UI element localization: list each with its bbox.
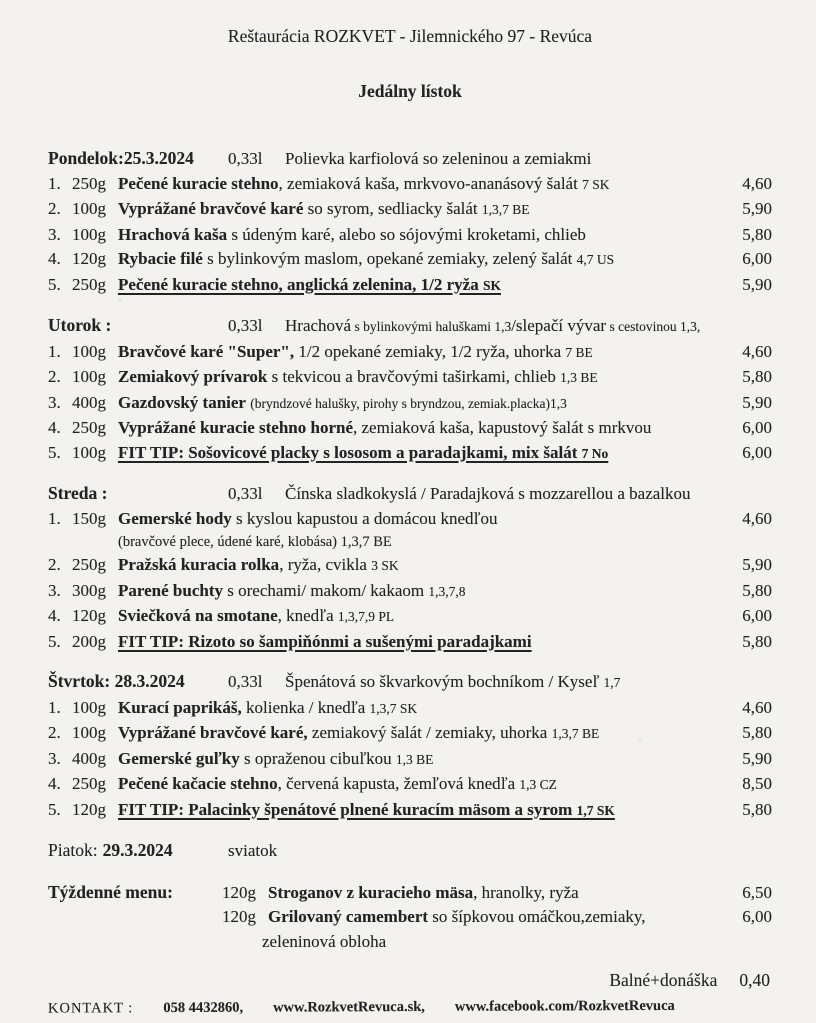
item-text [118,604,724,630]
item-allergens: (bryndzové halušky, pirohy s bryndzou, zemiak.placka)1,3 [250,395,567,411]
item-weight: 100g [72,199,106,218]
item-text [118,630,724,655]
item-weight: 100g [72,341,106,361]
menu-item-row [48,721,772,747]
item-price: 5,80 [742,799,772,819]
item-number: 5. [48,274,61,294]
menu-item-row-fit [48,798,772,824]
soup-volume: 0,33l [228,484,263,503]
item-number: 4. [48,418,61,437]
menu-item-row [48,172,772,198]
item-weight: 120g [72,606,106,625]
item-weight: 400g [72,392,106,412]
item-number: 3. [48,392,61,412]
menu-item-row [48,365,772,391]
contact-website: www.RozkvetRevuca.sk, [273,998,425,1016]
item-weight: 100g [72,697,106,717]
item-weight: 100g [72,367,106,386]
item-desc: so syrom, sedliacky šalát [303,199,482,218]
soup-allergens: 1,7 [603,675,621,690]
item-text [118,247,724,273]
item-desc: zemiakový šalát / zemiaky, uhorka [307,723,552,742]
item-name: Bravčové karé "Super", [118,341,295,361]
item-text [118,721,724,747]
item-weight: 150g [72,508,106,528]
day-block-thursday [48,669,772,823]
item-allergens: 1,3,7,8 [428,583,466,599]
item-desc: s orechami/ makom/ kakaom [223,580,429,600]
soup-name: Hrachová [285,316,352,335]
item-name: Pečené kuracie stehno, anglická zelenina, 1/2 ryža [118,274,483,294]
item-weight: 120g [72,249,106,268]
item-price: 4,60 [742,173,772,193]
item-text [118,365,724,391]
item-desc: s tekvicou a bravčovými taširkami, chlieb [267,367,561,386]
friday-day: Piatok: [48,840,98,860]
packaging-delivery-row [48,970,770,991]
item-number: 1. [48,173,61,193]
weekly-menu-block [48,880,772,955]
item-name: FIT TIP: Sošovicové placky s lososom a paradajkami, mix šalát [118,442,582,462]
soup-text [285,147,772,172]
item-price: 5,80 [742,224,772,244]
item-weight: 200g [72,631,106,651]
item-number: 2. [48,199,61,218]
soup-volume: 0,33l [228,316,263,335]
item-price: 6,00 [742,907,772,926]
item-text [118,507,724,532]
item-text [118,340,724,366]
day-label: Utorok : [48,315,112,335]
item-name: FIT TIP: Rizoto so šampiňónmi a sušenými paradajkami [118,631,532,651]
item-price: 6,00 [742,418,772,437]
item-text [268,881,724,906]
item-price: 6,00 [742,442,772,462]
item-price: 5,80 [742,723,772,742]
item-name: Parené buchty [118,580,223,600]
item-text [118,391,724,417]
friday-label [48,838,228,863]
item-number: 4. [48,774,61,793]
menu-item-row [48,507,772,532]
soup-allergens: s bylinkovými haluškami 1,3 [351,319,512,334]
item-desc: s opraženou cibuľkou [239,748,396,768]
menu-item-row-fit [48,630,772,655]
item-desc: s bylinkovým maslom, opekané zemiaky, zelený šalát [202,249,577,268]
item-name: Sviečková na smotane [118,606,278,625]
item-weight: 120g [222,882,256,902]
item-name: Kurací paprikáš, [118,697,242,717]
item-price: 4,60 [742,508,772,528]
item-weight: 250g [72,555,106,574]
item-name: Pečené kuracie stehno [118,173,279,193]
item-weight: 250g [72,274,106,294]
menu-title: Jedálny lístok [358,81,462,101]
menu-item-row [48,340,772,366]
item-allergens: 1,3 CZ [519,777,557,792]
item-price: 5,80 [742,367,772,386]
contact-row [48,997,772,1017]
soup-volume: 0,33l [228,672,263,691]
item-name: Pražská kuracia rolka [118,555,280,574]
contact-facebook: www.facebook.com/RozkvetRevuca [454,997,675,1015]
item-price: 6,00 [742,249,772,268]
menu-item-row [48,696,772,722]
item-name: Vyprážané bravčové karé [118,199,304,218]
item-allergens: 7 SK [582,176,610,192]
weekly-label: Týždenné menu: [48,881,173,902]
item-number: 1. [48,508,61,528]
item-name: Gemerské hody [118,508,232,528]
contact-label: KONTAKT : [47,1000,134,1017]
item-weight: 120g [222,907,256,926]
item-text [118,696,724,722]
item-price: 6,50 [742,882,772,902]
soup-text [285,482,772,507]
item-allergens: 1,7 SK [576,802,615,818]
item-name: Pečené kačacie stehno [118,774,278,793]
soup-name: Polievka karfiolová so zeleninou a zemiakmi [285,149,592,168]
item-desc: , zemiaková kaša, mrkvovo-ananásový šalát [278,173,583,193]
weekly-item-row [48,880,772,906]
item-price: 5,80 [742,580,772,600]
item-price: 5,90 [742,555,772,574]
item-number: 5. [48,799,61,819]
item-text [118,553,724,579]
menu-item-row [48,416,772,441]
item-number: 5. [48,442,61,462]
item-number: 3. [48,748,61,768]
friday-note: sviatok [228,841,278,860]
menu-item-row [48,604,772,630]
item-name: Hrachová kaša [118,224,228,244]
item-desc: 1/2 opekané zemiaky, 1/2 ryža, uhorka [294,341,566,361]
soup-allergens-2: s cestovinou 1,3, [606,319,701,334]
item-price: 5,90 [742,748,772,768]
item-allergens: 3 SK [371,558,399,573]
menu-item-row-fit [48,441,772,467]
item-price: 5,90 [742,199,772,218]
item-name: FIT TIP: Palacinky špenátové plnené kuracím mäsom a syrom [118,799,577,819]
item-text [118,441,724,467]
day-header [48,669,772,696]
item-weight: 250g [72,774,106,793]
day-label: Štvrtok: 28.3.2024 [48,671,185,691]
item-name: Stroganov z kuracieho mäsa [268,882,474,902]
day-block-monday [48,146,772,298]
menu-item-row [48,772,772,798]
item-allergens: 1,3,7 BE [551,726,600,741]
item-price: 4,60 [742,697,772,717]
item-desc: s údeným karé, alebo so sójovými kroketami, chlieb [227,224,586,244]
item-allergens: 7 No [581,445,609,461]
delivery-price: 0,40 [739,970,770,990]
day-block-tuesday [48,313,772,466]
item-subnote: (bravčové plece, údené karé, klobása) 1,3,7 BE [118,534,392,550]
item-weight: 250g [72,418,106,437]
item-desc: , knedľa [277,606,338,625]
item-allergens: 1,3,7 SK [369,700,418,716]
item-weight: 250g [72,173,106,193]
item-number: 2. [48,723,61,742]
weekly-item-row [48,905,772,930]
menu-item-row [48,223,772,248]
item-text [268,905,724,930]
item-name: Zemiakový prívarok [118,367,268,386]
item-desc: , hranolky, ryža [473,882,579,902]
item-name: Vyprážané kuracie stehno horné [118,418,354,437]
item-weight: 400g [72,748,106,768]
menu-item-row [48,197,772,223]
item-price: 8,50 [742,774,772,793]
item-weight: 100g [72,723,106,742]
soup-text [285,314,772,340]
menu-item-row-fit [48,273,772,299]
menu-item-row [48,579,772,605]
item-allergens: 1,3 BE [560,370,598,385]
item-text [118,223,724,248]
item-text [118,747,724,773]
item-number: 1. [48,697,61,717]
item-text [118,197,724,223]
item-desc-continuation: zeleninová obloha [262,931,387,951]
friday-row [48,838,772,864]
item-name: Grilovaný camembert [268,907,429,926]
item-name: Rybacie filé [118,249,203,268]
soup-name: Špenátová so škvarkovým bochníkom / Kyseľ [285,672,604,691]
item-weight: 120g [72,799,106,819]
restaurant-header: Reštaurácia ROZKVET - Jilemnického 97 - Revúca [227,26,593,46]
item-desc: , červená kapusta, žemľová knedľa [277,774,520,793]
day-label: Pondelok:25.3.2024 [48,148,194,168]
item-allergens: SK [482,277,501,293]
item-allergens: 7 BE [565,344,593,360]
item-weight: 100g [72,224,106,244]
item-number: 3. [48,224,61,244]
day-header [48,481,772,507]
menu-item-row [48,747,772,773]
item-allergens: 1,3 BE [395,751,434,767]
contact-phone: 058 4432860, [163,999,244,1017]
soup-text [285,670,772,696]
item-name: Gazdovský tanier [118,392,246,412]
item-allergens: 4,7 US [576,252,615,267]
item-desc: so šípkovou omáčkou,zemiaky, [428,907,646,926]
item-number: 2. [48,555,61,574]
day-header [48,313,772,340]
item-text [118,416,724,441]
item-number: 5. [48,631,61,651]
item-name: Gemerské guľky [118,748,240,768]
menu-item-row [48,247,772,273]
item-price: 5,90 [742,392,772,412]
soup-name-2: /slepačí vývar [511,316,607,335]
item-number: 2. [48,367,61,386]
menu-item-row [48,391,772,417]
item-name: Vyprážané bravčové karé, [118,723,308,742]
day-header [48,146,772,172]
item-weight: 100g [72,442,106,462]
item-desc: , zemiaková kaša, kapustový šalát s mrkvou [353,418,652,437]
item-price: 6,00 [742,606,772,625]
item-text [118,772,724,798]
item-number: 4. [48,249,61,268]
delivery-label: Balné+donáška [609,970,718,990]
item-number: 4. [48,606,61,625]
item-allergens: 1,3,7,9 PL [337,609,395,624]
item-number: 3. [48,580,61,600]
weekly-continuation-row [48,930,772,955]
item-text [118,798,724,824]
day-label: Streda : [48,483,108,503]
item-desc: s kyslou kapustou a domácou knedľou [231,508,498,528]
item-desc: , ryža, cvikla [279,555,372,574]
day-block-wednesday [48,481,772,654]
item-price: 5,90 [742,274,772,294]
soup-volume: 0,33l [228,149,263,168]
friday-date: 29.3.2024 [102,840,173,860]
item-text [118,579,724,605]
item-number: 1. [48,341,61,361]
item-allergens: 1,3,7 BE [481,202,530,217]
item-text [118,172,724,198]
menu-item-row [48,553,772,579]
item-price: 4,60 [742,341,772,361]
item-text [118,273,724,299]
item-price: 5,80 [742,631,772,651]
item-weight: 300g [72,580,106,600]
soup-name: Čínska sladkokyslá / Paradajková s mozzarellou a bazalkou [285,484,691,503]
item-desc: kolienka / knedľa [241,697,370,717]
